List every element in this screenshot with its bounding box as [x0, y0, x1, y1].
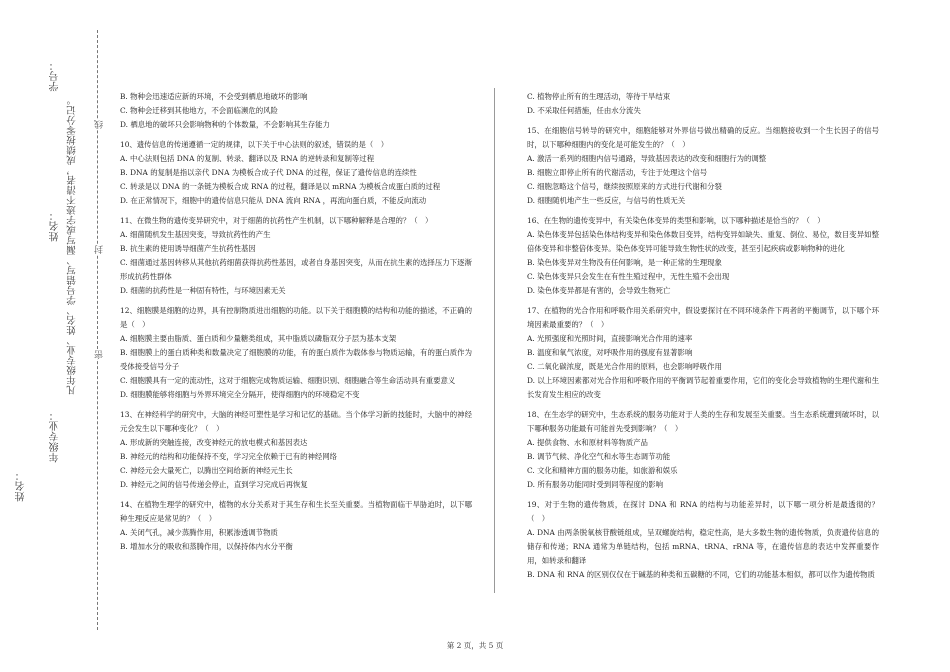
- page-number: 第 2 页，共 5 页: [446, 641, 504, 650]
- question-15: [527, 124, 879, 208]
- question-stem: 16、在生物的遗传变异中，有关染色体变异的类型和影响，以下哪种描述是恰当的？（ ）: [527, 216, 825, 225]
- option: A. 细胞膜主要由脂质、蛋白质和少量糖类组成，其中脂质以磷脂双分子层为基本支架: [120, 334, 397, 343]
- exam-no-label: 学号：: [50, 60, 61, 92]
- question-stem: 14、在植物生理学的研究中，植物的水分关系对于其生存和生长至关重要。当植物面临干旱胁迫时，以下哪种生理反应是常见的？（ ）: [120, 500, 472, 523]
- option: C. 植物停止所有的生理活动，等待干旱结束: [527, 92, 671, 101]
- cut-mark-mi: 密: [95, 350, 105, 359]
- option: D. 神经元之间的信号传递会停止，直到学习完成后再恢复: [120, 480, 308, 489]
- question-17: [527, 304, 879, 402]
- question-12: [120, 304, 472, 402]
- question-stem: 11、在微生物的遗传变异研究中，对于细菌的抗药性产生机制，以下哪种解释是合理的？（ ）: [120, 216, 433, 225]
- option: A. 染色体变异包括染色体结构变异和染色体数目变异，结构变异如缺失、重复、倒位、易位，数目变异如整倍体变异和非整倍体变异。染色体变异可能导致生物性状的改变，甚至引起疾病或影响物种的进化: [527, 230, 879, 253]
- question-stem: 12、细胞膜是细胞的边界，具有控制物质进出细胞的功能。以下关于细胞膜的结构和功能的描述，不正确的是（ ）: [120, 306, 472, 329]
- column-divider: [494, 88, 495, 593]
- name-label: 姓名：: [50, 210, 61, 242]
- option: A. 形成新的突触连接，改变神经元的放电模式和基因表达: [120, 438, 308, 447]
- question-stem: 15、在细胞信号转导的研究中，细胞能够对外界信号做出精确的反应。当细胞接收到一个生长因子的信号时，以下哪种细胞内的变化是可能发生的？（ ）: [527, 126, 879, 149]
- question-stem: 19、对于生物的遗传物质，在探讨 DNA 和 RNA 的结构与功能差异时，以下哪一项分析是最透彻的？（ ）: [527, 500, 879, 523]
- question-19: [527, 498, 879, 582]
- option: A. 激活一系列的细胞内信号通路，导致基因表达的改变和细胞行为的调整: [527, 154, 767, 163]
- option: C. 细胞忽略这个信号，继续按照原来的方式进行代谢和分裂: [527, 182, 722, 191]
- option: A. 中心法则包括 DNA 的复制、转录、翻译以及 RNA 的逆转录和复制等过程: [120, 154, 375, 163]
- option: B. 细胞膜上的蛋白质种类和数量决定了细胞膜的功能，有的蛋白质作为载体参与物质运输，有的蛋白质作为受体接受信号分子: [120, 348, 472, 371]
- question-10: [120, 138, 472, 208]
- option: D. 细胞随机地产生一些反应，与信号的性质无关: [527, 196, 686, 205]
- option: B. 温度和氧气浓度，对呼吸作用的强度有显著影响: [527, 348, 693, 357]
- option: C. 转录是以 DNA 的一条链为模板合成 RNA 的过程，翻译是以 mRNA 为模板合成蛋白质的过程: [120, 182, 441, 191]
- option: B. 物种会迅速适应新的环境，不会受到栖息地破坏的影响: [120, 92, 308, 101]
- option: D. 不采取任何措施，任由水分流失: [527, 106, 641, 115]
- option: A. 关闭气孔，减少蒸腾作用，积累渗透调节物质: [120, 528, 278, 537]
- option: C. 细菌通过基因转移从其他抗药细菌获得抗药性基因，或者自身基因突变，从而在抗生素的选择压力下逐渐形成抗药性群体: [120, 258, 472, 281]
- left-column: [120, 90, 472, 560]
- option: B. 细胞立即停止所有的代谢活动，专注于处理这个信号: [527, 168, 708, 177]
- question-14-continued: [527, 90, 879, 118]
- question-13: [120, 408, 472, 492]
- question-11: [120, 214, 472, 298]
- school-label: 姓名：: [16, 470, 27, 502]
- question-9-continued: [120, 90, 472, 132]
- cut-mark-feng: 封: [95, 245, 105, 254]
- option: B. 增加水分的吸收和蒸腾作用，以保持体内水分平衡: [120, 542, 293, 551]
- cut-mark-xian: 线: [95, 120, 105, 129]
- option: B. DNA 的复制是指以亲代 DNA 为模板合成子代 DNA 的过程，保证了遗传信息的连续性: [120, 168, 417, 177]
- option: D. 染色体变异都是有害的，会导致生物死亡: [527, 286, 671, 295]
- option: A. 光照强度和光照时间，直接影响光合作用的速率: [527, 334, 693, 343]
- option: D. 以上环境因素都对光合作用和呼吸作用的平衡调节起着重要作用，它们的变化会导致植物的生理代谢和生长发育发生相应的改变: [527, 376, 879, 399]
- option: B. 染色体变异对生物没有任何影响，是一种正常的生理现象: [527, 258, 722, 267]
- binding-notice: 凡年级专业、姓名、学号错写、漏写或字迹不清者，成绩按零分记。: [67, 95, 78, 395]
- option: C. 二氧化碳浓度，既是光合作用的原料，也会影响呼吸作用: [527, 362, 722, 371]
- option: B. 调节气候、净化空气和水等生态调节功能: [527, 452, 671, 461]
- question-16: [527, 214, 879, 298]
- question-14: [120, 498, 472, 554]
- option: C. 物种会迁移到其他地方，不会面临濒危的风险: [120, 106, 278, 115]
- option: A. 提供食物、水和原材料等物质产品: [527, 438, 648, 447]
- option: D. 细胞膜能够将细胞与外界环境完全分隔开，使得细胞内的环境稳定不变: [120, 390, 360, 399]
- option: B. 抗生素的使用诱导细菌产生抗药性基因: [120, 244, 256, 253]
- option: D. 在正常情况下，细胞中的遗传信息只能从 DNA 流向 RNA ，再流向蛋白质，不能反向流动: [120, 196, 427, 205]
- option: D. 栖息地的破坏只会影响物种的个体数量，不会影响其生存能力: [120, 120, 330, 129]
- question-stem: 18、在生态学的研究中，生态系统的服务功能对于人类的生存和发展至关重要。当生态系统遭到破坏时，以下哪种服务功能最有可能首先受到影响？（ ）: [527, 410, 879, 433]
- option: D. 细菌的抗药性是一种固有特性，与环境因素无关: [120, 286, 286, 295]
- option: C. 文化和精神方面的服务功能，如旅游和娱乐: [527, 466, 678, 475]
- option: C. 神经元会大量死亡，以腾出空间给新的神经元生长: [120, 466, 293, 475]
- question-18: [527, 408, 879, 492]
- question-stem: 13、在神经科学的研究中，大脑的神经可塑性是学习和记忆的基础。当个体学习新的技能时，大脑中的神经元会发生以下哪种变化？（ ）: [120, 410, 472, 433]
- option: A. 细菌随机发生基因突变，导致抗药性的产生: [120, 230, 271, 239]
- option: C. 染色体变异只会发生在有性生殖过程中，无性生殖不会出现: [527, 272, 730, 281]
- question-stem: 10、遗传信息的传递遵循一定的规律，以下关于中心法则的叙述，错误的是（ ）: [120, 140, 389, 149]
- option: A. DNA 由两条脱氧核苷酸链组成，呈双螺旋结构，稳定性高，是大多数生物的遗传物质，负责遗传信息的储存和传递；RNA 通常为单链结构，包括 mRNA、tRNA、rRNA 等，在遗传信息的表达中发挥重要作用，如转录和翻译: [527, 528, 879, 565]
- binding-margin: [0, 0, 115, 672]
- major-label: 年级专业：: [50, 410, 61, 463]
- option: D. 所有服务功能同时受到同等程度的影响: [527, 480, 664, 489]
- right-column: [527, 90, 879, 588]
- option: C. 细胞膜具有一定的流动性，这对于细胞完成物质运输、细胞识别、细胞融合等生命活动具有重要意义: [120, 376, 456, 385]
- option: B. 神经元的结构和功能保持不变，学习完全依赖于已有的神经网络: [120, 452, 338, 461]
- question-stem: 17、在植物的光合作用和呼吸作用关系研究中，假设要探讨在不同环境条件下两者的平衡调节，以下哪个环境因素最重要的？（ ）: [527, 306, 879, 329]
- option: B. DNA 和 RNA 的区别仅仅在于碱基的种类和五碳糖的不同，它们的功能基本相似，都可以作为遗传物质: [527, 570, 875, 579]
